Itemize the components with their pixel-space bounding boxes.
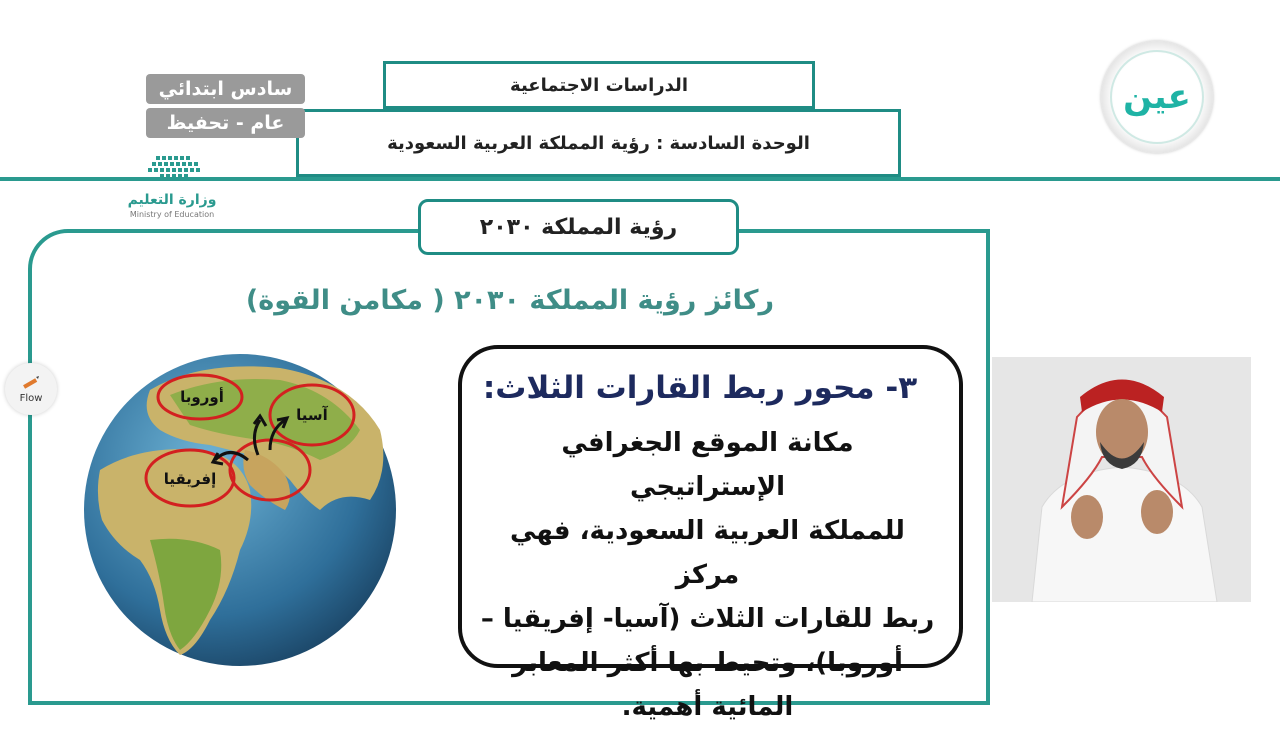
ain-logo-ring [1110,50,1204,144]
flow-label: Flow [19,392,43,404]
slide-title: رؤية المملكة ٢٠٣٠ [418,199,739,255]
grade-badge: سادس ابتدائي [146,74,305,104]
presenter-right-hand [1141,490,1173,534]
content-body [480,421,935,729]
presenter-left-hand [1071,495,1103,539]
subject-title: الدراسات الاجتماعية [383,61,815,109]
globe-map [80,350,400,670]
ministry-emblem-icon [102,150,242,190]
content-line: للمملكة العربية السعودية، فهي مركز [510,516,905,590]
asia-label: آسيا [296,406,328,424]
ain-logo-text: عين [1123,77,1191,117]
content-title: ٣- محور ربط القارات الثلاث: [482,370,918,406]
content-line: أوروبا)، وتحيط بها أكثر المعابر [512,648,903,678]
content-line: ربط للقارات الثلاث (آسيا- إفريقيا – [480,604,935,634]
flow-widget-button[interactable] [5,363,57,415]
africa-label: إفريقيا [163,470,217,488]
content-line: مكانة الموقع الجغرافي الإستراتيجي [561,428,854,502]
content-line: المائية أهمية. [621,692,794,722]
pillars-heading: ركائز رؤية المملكة ٢٠٣٠ ( مكامن القوة) [245,285,775,316]
ministry-logo [102,150,242,224]
ministry-name-ar: وزارة التعليم [127,192,217,208]
pencil-icon [21,375,41,391]
presenter-video [992,357,1251,602]
track-badge: عام - تحفيظ [146,108,305,138]
ministry-name-en: Ministry of Education [129,210,215,219]
ain-logo [1101,41,1213,153]
unit-title: الوحدة السادسة : رؤية المملكة العربية السعودية [296,109,901,177]
europe-label: أوروبا [180,388,224,406]
